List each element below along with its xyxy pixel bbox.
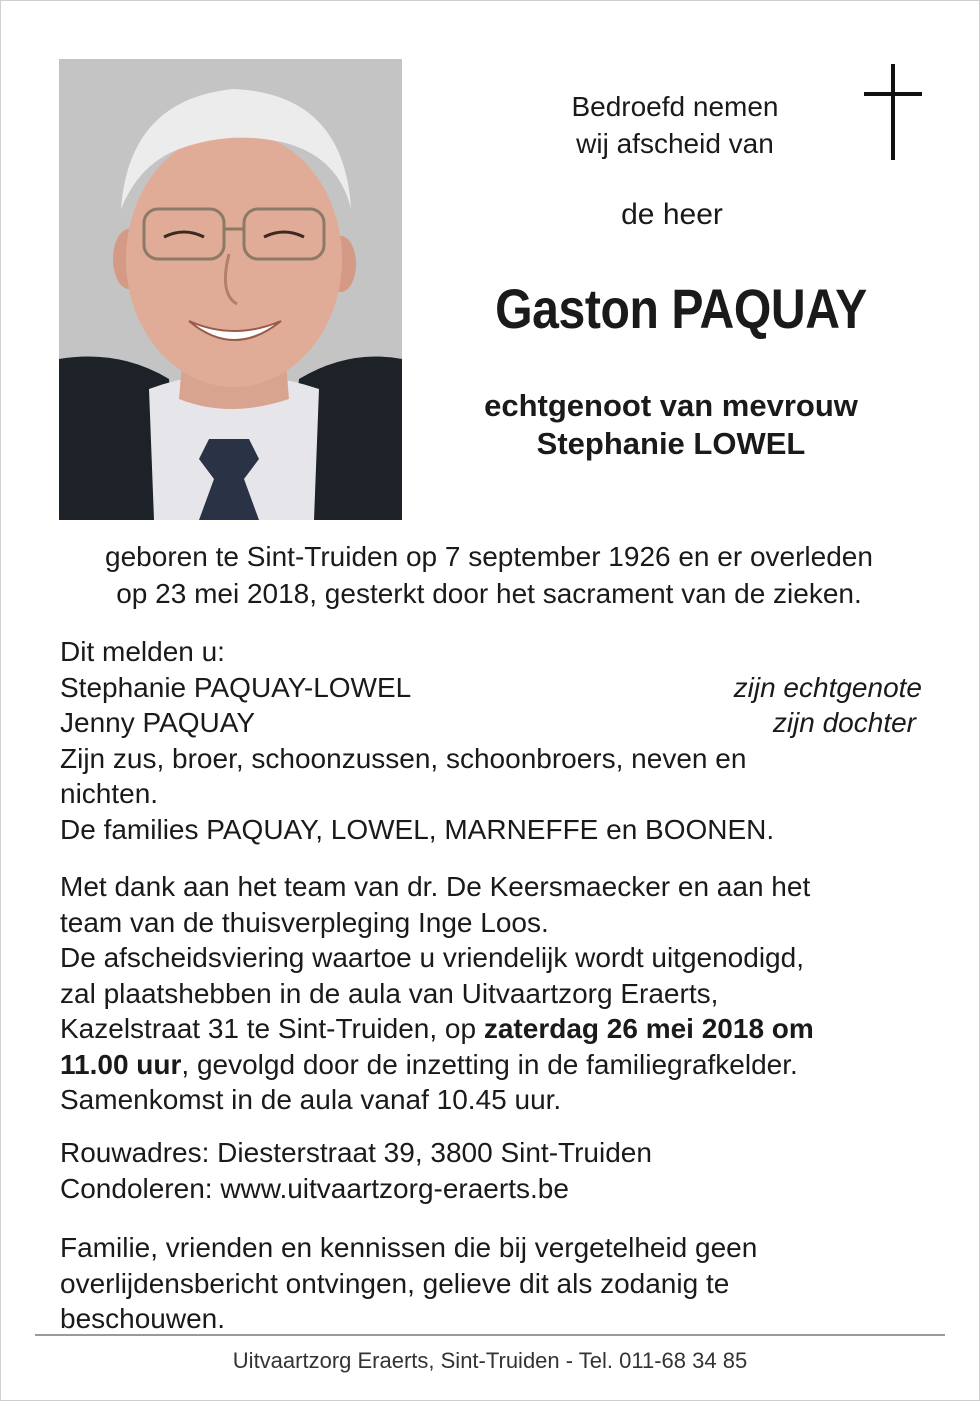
- mourning-address: Rouwadres: Diesterstraat 39, 3800 Sint-Truiden: [60, 1137, 652, 1168]
- ceremony-line-6: [60, 1047, 922, 1083]
- spouse-line-1: echtgenoot van mevrouw: [484, 388, 858, 423]
- families-line: De families PAQUAY, LOWEL, MARNEFFE en BOONEN.: [60, 813, 775, 845]
- ceremony-line-3: De afscheidsviering waartoe u vriendelijk wordt uitgenodigd,: [60, 942, 804, 973]
- footer-divider: [35, 1334, 945, 1336]
- birth-line-2: op 23 mei 2018, gesterkt door het sacrament van de zieken.: [116, 578, 862, 609]
- honorific: de heer: [621, 198, 723, 231]
- birth-death-info: [50, 538, 928, 612]
- note-line-3: beschouwen.: [60, 1303, 226, 1334]
- intro-line-1: Bedroefd nemen: [571, 91, 779, 122]
- spouse-info: [430, 387, 912, 463]
- funeral-home-footer: Uitvaartzorg Eraerts, Sint-Truiden - Tel. 011-68 34 85: [232, 1348, 748, 1373]
- relative-name: Stephanie PAQUAY-LOWEL: [60, 671, 412, 703]
- thanks-line-1: Met dank aan het team van dr. De Keersmaecker en aan het: [60, 871, 811, 902]
- cross-icon: [864, 64, 922, 160]
- others-line-1: Zijn zus, broer, schoonzussen, schoonbroers, neven en: [60, 742, 747, 774]
- announce-heading: Dit melden u:: [60, 636, 225, 667]
- gathering-line: Samenkomst in de aula vanaf 10.45 uur.: [60, 1084, 562, 1115]
- note-line-1: Familie, vrienden en kennissen die bij vergetelheid geen: [60, 1232, 758, 1263]
- portrait-photo: [59, 59, 402, 520]
- relative-name: Jenny PAQUAY: [60, 707, 256, 738]
- relative-relation: zijn dochter: [772, 707, 916, 738]
- ceremony-line-4: zal plaatshebben in de aula van Uitvaartzorg Eraerts,: [60, 977, 719, 1009]
- ceremony-line-5: [60, 1011, 922, 1047]
- ceremony-location: Kazelstraat 31 te Sint-Truiden, op: [60, 1013, 484, 1044]
- relative-row: [60, 670, 922, 706]
- announcement-block: [60, 634, 922, 847]
- relative-row: [60, 705, 922, 741]
- others-line-2: nichten.: [60, 778, 159, 809]
- birth-line-1: geboren te Sint-Truiden op 7 september 1926 en er overleden: [105, 541, 873, 572]
- ceremony-burial: , gevolgd door de inzetting in de familiegrafkelder.: [181, 1048, 798, 1080]
- contact-block: [60, 1135, 922, 1206]
- thanks-line-2: team van de thuisverpleging Inge Loos.: [60, 906, 549, 938]
- note-line-2: overlijdensbericht ontvingen, gelieve dit als zodanig te: [60, 1267, 730, 1299]
- intro-text: [520, 88, 830, 162]
- relative-relation: zijn echtgenote: [733, 671, 922, 703]
- spouse-line-2: Stephanie LOWEL: [536, 426, 806, 461]
- thanks-ceremony-block: [60, 869, 922, 1118]
- closing-note: [60, 1230, 922, 1337]
- intro-line-2: wij afscheid van: [576, 128, 774, 159]
- condolences-link[interactable]: Condoleren: www.uitvaartzorg-eraerts.be: [60, 1172, 569, 1204]
- ceremony-time: 11.00 uur: [60, 1048, 182, 1080]
- ceremony-date: zaterdag 26 mei 2018 om: [483, 1013, 814, 1044]
- deceased-name: Gaston PAQUAY: [495, 277, 867, 340]
